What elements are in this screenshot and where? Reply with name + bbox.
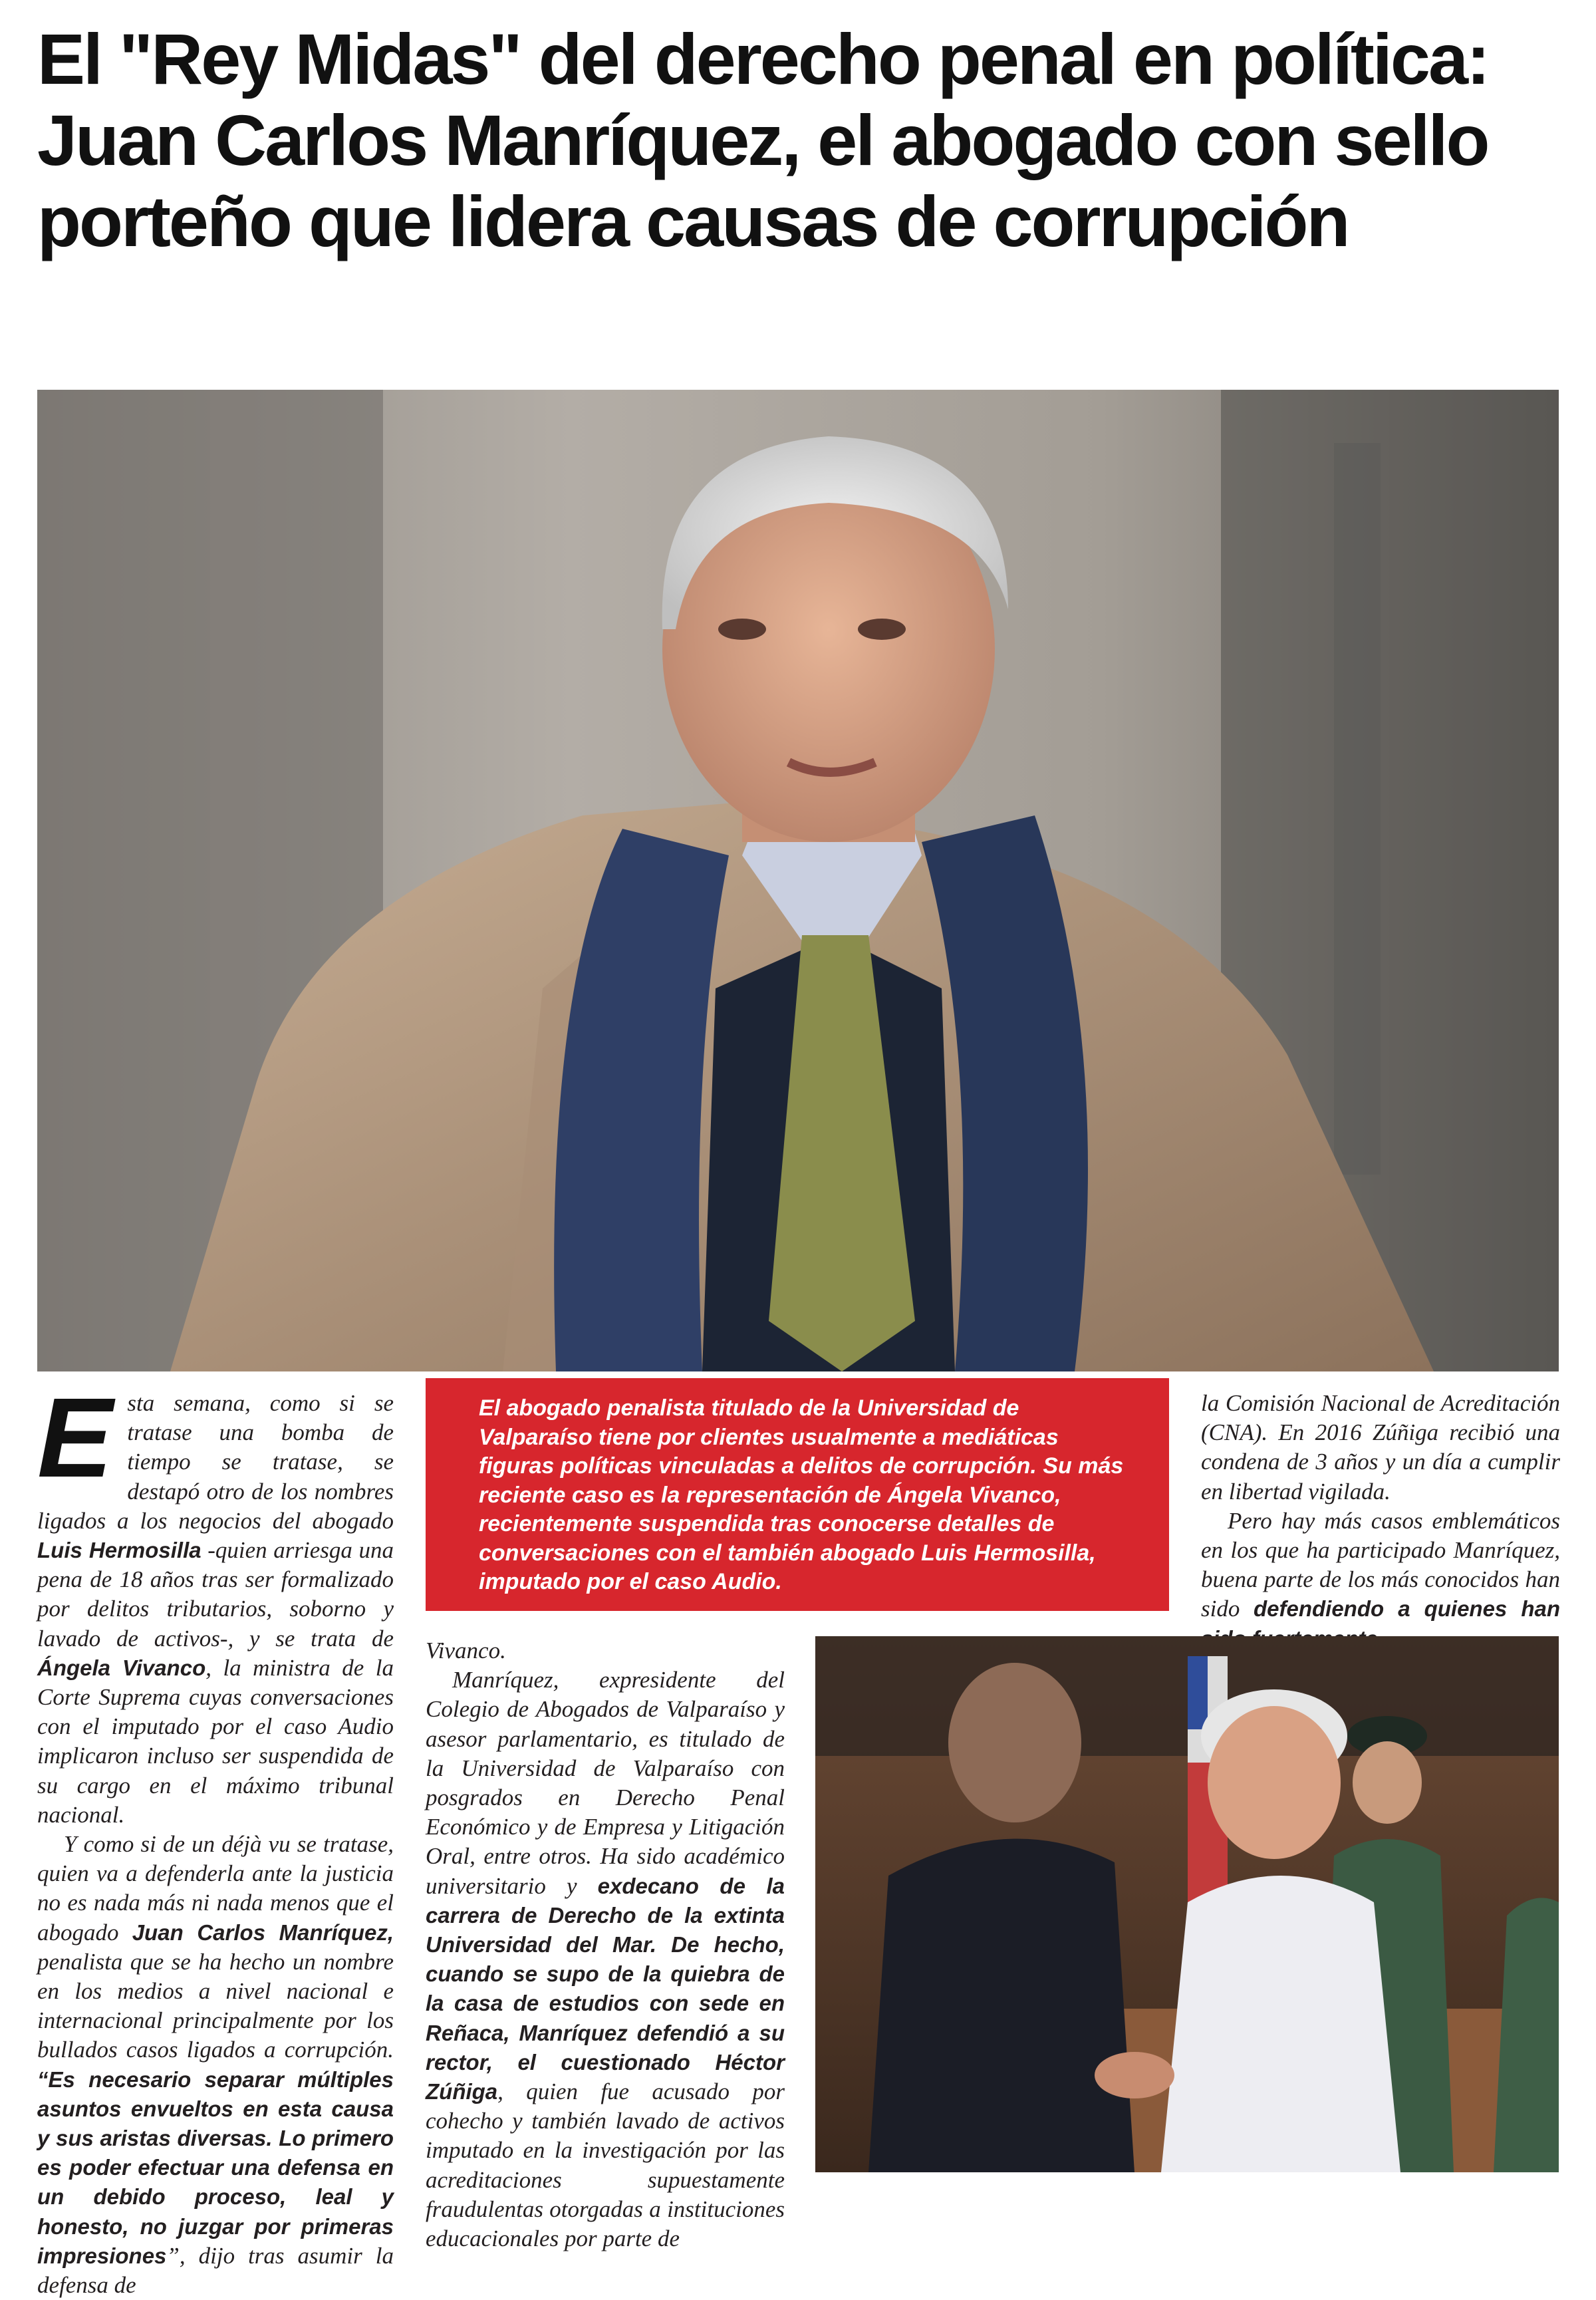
bold-name: Ángela Vivanco bbox=[37, 1655, 206, 1680]
bold-quote: “Es necesario separar múltiples asuntos envueltos en esta causa y sus aristas diversas. Lo primero es poder efectuar una defensa en un debido proceso, leal y honesto, no juzgar por primeras impresiones bbox=[37, 2067, 394, 2268]
article-column-middle bbox=[426, 1636, 785, 2253]
callout-text: El abogado penalista titulado de la Universidad de Valparaíso tiene por clientes usualmente a mediáticas figuras políticas vinculadas a delitos de corrupción. Su más reciente caso es la representación de Ángela Vivanco, recientemente suspendida tras conocerse detalles de conversaciones con el también abogado Luis Hermosilla, imputado por el caso Audio. bbox=[479, 1395, 1124, 1594]
paragraph-text: , quien fue acusado por cohecho y también lavado de activos imputado en la investigación por las acreditaciones supuestamente fraudulentas otorgadas a instituciones educacionales por parte de bbox=[426, 2079, 785, 2252]
paragraph-text: Vivanco. bbox=[426, 1638, 506, 1663]
bold-text: defendiendo a quienes han bbox=[1253, 1596, 1560, 1622]
paragraph-text: Y como si de un déjà vu se tratase, quien va a defenderla ante la justicia no es nada más ni nada menos que el abogado bbox=[37, 1831, 394, 1945]
highlight-callout-box bbox=[426, 1378, 1169, 1611]
handshake-photo bbox=[815, 1636, 1559, 2172]
bold-name: Juan Carlos Manríquez, bbox=[132, 1920, 394, 1945]
lawyer-portrait-photo bbox=[37, 390, 1559, 1371]
bold-text: exdecano de la carrera de Derecho de la extinta Universidad del Mar. De hecho, cuando se supo de la quiebra de la casa de estudios con sede en Reñaca, Manríquez defendió a su rector, el cuestionado Héctor Zúñiga bbox=[426, 1873, 785, 2104]
paragraph-text: la Comisión Nacional de Acreditación (CNA). En 2016 Zúñiga recibió una condena de 3 años y un día a cumplir en libertad vigilada. bbox=[1201, 1390, 1560, 1505]
paragraph-text: ”, dijo tras asumir la defensa de bbox=[37, 2242, 394, 2299]
paragraph-text: -quien arriesga una pena de 18 años tras ser formalizado por delitos tributarios, soborno y lavado de activos-, y se trata de bbox=[37, 1537, 394, 1652]
article-column-right bbox=[1201, 1389, 1560, 1653]
article-column-left bbox=[37, 1375, 394, 2300]
drop-cap: E bbox=[37, 1375, 113, 1501]
headline: El "Rey Midas" del derecho penal en política: Juan Carlos Manríquez, el abogado con sello porteño que lidera causas de corrupción bbox=[37, 19, 1488, 261]
paragraph-text: , la ministra de la Corte Suprema cuyas conversaciones con el imputado por el caso Audio implicaron incluso ser suspendida de su cargo en el máximo tribunal nacional. bbox=[37, 1654, 394, 1828]
paragraph-text: penalista que se ha hecho un nombre en los medios a nivel nacional e internacional principalmente por los bullados casos ligados a corrupción. bbox=[37, 1948, 394, 2063]
bold-name: Luis Hermosilla bbox=[37, 1538, 201, 1563]
paragraph-text: Pero hay más casos emblemáticos en los que ha participado Manríquez, buena parte de los más conocidos han sido bbox=[1201, 1507, 1560, 1622]
paragraph-text: Manríquez, expresidente del Colegio de Abogados de Valparaíso y asesor parlamentario, es titulado de la Universidad de Valparaíso con posgrados en Derecho Penal Económico y de Empresa y Litigación Oral, entre otros. Ha sido académico universitario y bbox=[426, 1667, 785, 1899]
paragraph-text: sta semana, como si se tratase una bomba de tiempo se tratase, se destapó otro de los nombres ligados a los negocios del abogado bbox=[37, 1390, 394, 1534]
